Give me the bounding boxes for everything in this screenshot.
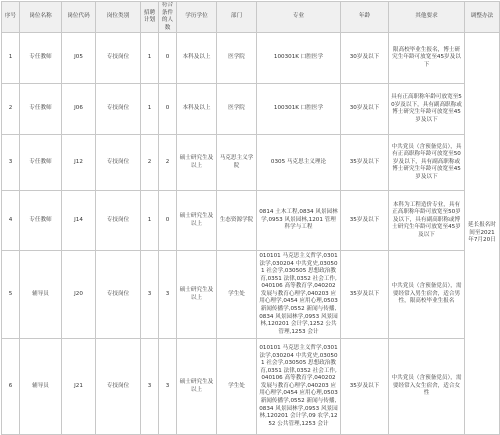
cell-plan: 1: [141, 84, 159, 135]
cell-plan: 1: [141, 191, 159, 251]
cell-position-type: 专技岗位: [96, 251, 141, 339]
cell-department: 马克思主义学院: [217, 135, 257, 191]
cell-age: 35岁及以下: [341, 339, 389, 435]
cell-no: 3: [2, 135, 20, 191]
cell-department: 医学院: [217, 84, 257, 135]
header-cell: 年龄: [341, 2, 389, 33]
header-cell: 部门: [217, 2, 257, 33]
cell-plan: 3: [141, 339, 159, 435]
cell-other-requirements: 中共党员（含预备党员），需要经常入女生宿舍，适合女性: [389, 339, 465, 435]
table-row: [2, 339, 500, 435]
cell-position-type: 专技岗位: [96, 84, 141, 135]
cell-position-name: 专任教师: [20, 191, 62, 251]
cell-position-type: 专技岗位: [96, 135, 141, 191]
cell-qualified-count: 0: [159, 84, 177, 135]
cell-other-requirements: 限高校毕业生报名，博士研究生年龄可放宽至45岁及以下: [389, 33, 465, 84]
cell-qualified-count: 3: [159, 339, 177, 435]
table-row: [2, 191, 500, 251]
cell-no: 2: [2, 84, 20, 135]
cell-age: 35岁及以下: [341, 251, 389, 339]
recruitment-table: [1, 1, 500, 435]
cell-education: 硕士研究生及以上: [177, 191, 217, 251]
table-header-row: [2, 2, 500, 33]
table-row: [2, 135, 500, 191]
cell-position-type: 专技岗位: [96, 339, 141, 435]
cell-department: 学生处: [217, 339, 257, 435]
cell-major: 100301K 口腔医学: [257, 33, 341, 84]
cell-position-name: 辅导员: [20, 251, 62, 339]
cell-education: 本科及以上: [177, 84, 217, 135]
table-row: [2, 251, 500, 339]
cell-major: 010101 马克思主义哲学,0301 法学,030204 中共党史,030501 社会学,030505 思想政治教育,0351 法律,0352 社会工作,040106 高等教育学,040202 发展与教育心理学,040203 应用心理学,0454 应用心理,0503 新闻传播学,0552 新闻与传播,0834 风景园林学,0953 风景园林,120201 会计学,1252 公共管理,1253 会计: [257, 251, 341, 339]
cell-other-requirements: 本科为工程造价专业，具有正高职称年龄可放宽至50岁及以下，具有副高职称或博士研究生年龄可放宽至45岁及以下: [389, 191, 465, 251]
cell-position-name: 专任教师: [20, 135, 62, 191]
cell-qualified-count: 2: [159, 135, 177, 191]
cell-age: 30岁及以下: [341, 84, 389, 135]
cell-position-code: J05: [62, 33, 96, 84]
cell-department: 学生处: [217, 251, 257, 339]
header-cell: 岗位代码: [62, 2, 96, 33]
cell-qualified-count: 0: [159, 33, 177, 84]
table-row: [2, 33, 500, 84]
cell-plan: 3: [141, 251, 159, 339]
cell-other-requirements: 具有正高职称年龄可放宽至50岁及以下，具有副高职称或博士研究生年龄可放宽至45岁及以下: [389, 84, 465, 135]
cell-position-name: 专任教师: [20, 84, 62, 135]
cell-major: 010101 马克思主义哲学,0301 法学,030204 中共党史,030501 社会学,030505 思想政治教育,0351 法律,0352 社会工作,040106 高等教育学,040202 发展与教育心理学,040203 应用心理学,0454 应用心理,0503 新闻传播学,0552 新闻与传播,0834 风景园林学,0953 风景园林,120201 会计学,09 农学,1252 公共管理,1253 会计: [257, 339, 341, 435]
cell-no: 6: [2, 339, 20, 435]
cell-position-name: 专任教师: [20, 33, 62, 84]
cell-education: 本科及以上: [177, 33, 217, 84]
cell-age: 35岁及以下: [341, 135, 389, 191]
header-cell: 符合条件的人数: [159, 2, 177, 33]
cell-position-code: J14: [62, 191, 96, 251]
cell-major: 100301K 口腔医学: [257, 84, 341, 135]
cell-position-type: 专技岗位: [96, 33, 141, 84]
header-cell: 岗位类别: [96, 2, 141, 33]
header-cell: 其他要求: [389, 2, 465, 33]
cell-plan: 1: [141, 33, 159, 84]
cell-qualified-count: 3: [159, 251, 177, 339]
cell-position-code: J06: [62, 84, 96, 135]
cell-no: 5: [2, 251, 20, 339]
cell-other-requirements: 中共党员（含预备党员），需要经常入男生宿舍，适合男性，限高校毕业生报名: [389, 251, 465, 339]
cell-education: 硕士研究生及以上: [177, 251, 217, 339]
cell-education: 硕士研究生及以上: [177, 339, 217, 435]
header-cell: 招聘计划: [141, 2, 159, 33]
header-cell: 岗位名称: [20, 2, 62, 33]
cell-education: 硕士研究生及以上: [177, 135, 217, 191]
cell-age: 35岁及以下: [341, 191, 389, 251]
cell-major: 0814 土木工程,0834 风景园林学,0953 风景园林,1201 管理科学与工程: [257, 191, 341, 251]
header-cell: 调整办法: [465, 2, 500, 33]
cell-position-type: 专技岗位: [96, 191, 141, 251]
cell-age: 30岁及以下: [341, 33, 389, 84]
cell-department: 医学院: [217, 33, 257, 84]
cell-position-code: J20: [62, 251, 96, 339]
cell-position-code: J12: [62, 135, 96, 191]
cell-qualified-count: 0: [159, 191, 177, 251]
cell-adjustment: 延长报名时间至2021年7月20日: [465, 33, 500, 435]
cell-no: 1: [2, 33, 20, 84]
table-row: [2, 84, 500, 135]
cell-plan: 2: [141, 135, 159, 191]
cell-major: 0305 马克思主义理论: [257, 135, 341, 191]
cell-department: 生态资源学院: [217, 191, 257, 251]
cell-position-code: J21: [62, 339, 96, 435]
cell-position-name: 辅导员: [20, 339, 62, 435]
header-cell: 序号: [2, 2, 20, 33]
header-cell: 学历学位: [177, 2, 217, 33]
cell-other-requirements: 中共党员（含预备党员），具有正高职称年龄可放宽至50岁及以下，具有副高职称或博士研究生年龄可放宽至45岁及以下: [389, 135, 465, 191]
header-cell: 专业: [257, 2, 341, 33]
cell-no: 4: [2, 191, 20, 251]
